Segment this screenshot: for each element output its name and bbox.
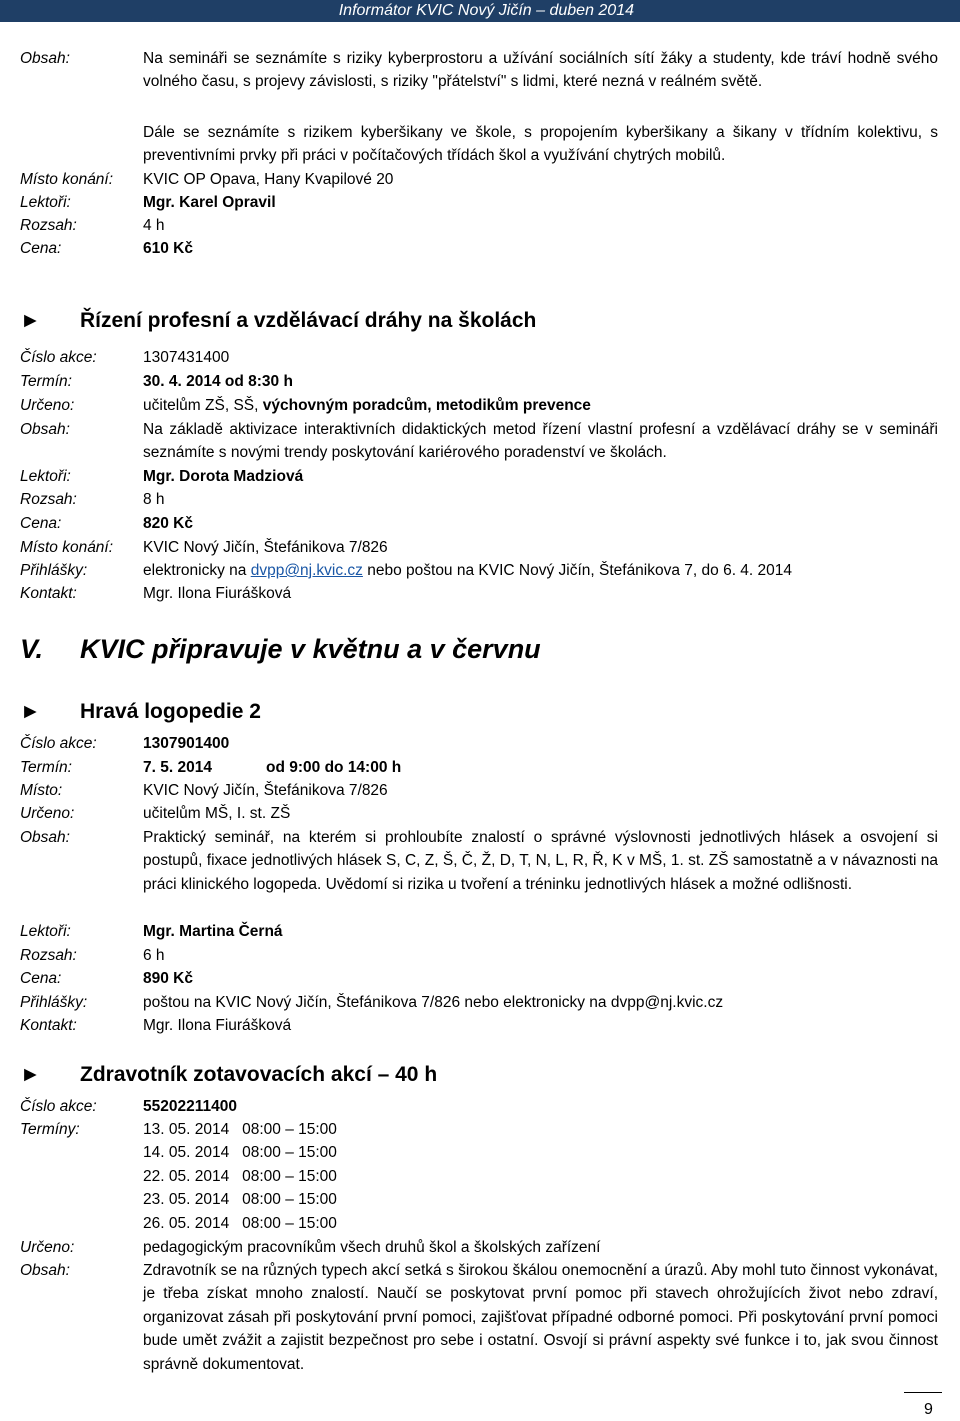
termin-item: 22. 05. 2014 08:00 – 15:00	[143, 1167, 337, 1185]
chapter-number: V.	[20, 634, 44, 664]
cena-label: Cena:	[20, 970, 62, 987]
prihlasky-value: poštou na KVIC Nový Jičín, Štefánikova 7/826 nebo elektronicky na dvpp@nj.kvic.cz	[143, 994, 724, 1011]
obsah-text-2: Dále se seznámíte s rizikem kyberšikany ve škole, s propojením kyberšikany a šikany v třídním kolektivu, s preventivními prvky při práci v počítačových třídách škol a využívání chytrých mobilů.	[143, 124, 938, 165]
arrow-icon: ►	[20, 700, 41, 723]
prihlasky-text: elektronicky na	[143, 562, 251, 579]
misto-label: Místo konání:	[20, 171, 114, 188]
cena-label: Cena:	[20, 515, 62, 532]
cena-label: Cena:	[20, 240, 62, 257]
header-title: Informátor KVIC Nový Jičín – duben 2014	[338, 2, 634, 19]
lektori-label: Lektoři:	[20, 468, 71, 485]
chapter-title: KVIC připravuje v květnu a v červnu	[80, 634, 541, 664]
rozsah-value: 8 h	[143, 491, 165, 508]
cislo-label: Číslo akce:	[20, 1098, 97, 1115]
obsah-label: Obsah:	[20, 421, 70, 438]
termin-item: 26. 05. 2014 08:00 – 15:00	[143, 1214, 337, 1232]
urceno-value	[143, 394, 938, 417]
obsah-text: Na základě aktivizace interaktivních didaktických metod řízení vlastní profesní a vzdělávací dráhy se v semináři seznámíte s novými trendy poskytování kariérového poradenství ve školách.	[143, 421, 938, 462]
lektori-value: Mgr. Dorota Madziová	[143, 468, 304, 485]
prihlasky-label: Přihlášky:	[20, 994, 88, 1011]
lektori-label: Lektoři:	[20, 194, 71, 211]
obsah-text: Zdravotník se na různých typech akcí setká s širokou škálou onemocnění a úrazů. Aby mohl tuto činnost vykonávat, je třeba získat mnoho znalostí. Naučí se poskytovat první pomoc při stavech ohrožujících život nebo zdraví, organizovat zásah při poskytování první pomoci, zajišťovat případné odborné pomoci. Při poskytování první pomoci bude umět zvážit a zajistit bezpečnost pro sebe i ostatní. Osvojí si právní aspekty své funkce i to, jak svou činnost správně dokumentovat.	[143, 1262, 938, 1373]
cena-value: 820 Kč	[143, 515, 193, 532]
course-title: Zdravotník zotavovacích akcí – 40 h	[80, 1063, 438, 1086]
obsah-label: Obsah:	[20, 829, 70, 846]
page-header-bar	[0, 0, 960, 22]
rozsah-label: Rozsah:	[20, 491, 77, 508]
terminy-row	[20, 1118, 938, 1238]
terminy-label: Termíny:	[20, 1121, 80, 1138]
termin-label: Termín:	[20, 759, 72, 776]
termin-item: 13. 05. 2014 08:00 – 15:00	[143, 1121, 337, 1138]
obsah-row	[20, 418, 938, 466]
obsah-label: Obsah:	[20, 1262, 70, 1279]
arrow-icon: ►	[20, 309, 41, 332]
misto-value: KVIC Nový Jičín, Štefánikova 7/826	[143, 782, 388, 799]
footer-divider	[904, 1392, 942, 1393]
lektori-value: Mgr. Karel Opravil	[143, 194, 276, 211]
termin-value: 30. 4. 2014 od 8:30 h	[143, 373, 293, 390]
prihlasky-label: Přihlášky:	[20, 562, 88, 579]
obsah-label: Obsah:	[20, 50, 70, 67]
obsah-row-2	[20, 121, 938, 169]
rozsah-label: Rozsah:	[20, 947, 77, 964]
obsah-text: Na semináři se seznámíte s riziky kyberprostoru a užívání sociálních sítí žáky a studenty, kde tráví hodně svého volného času, s projevy závislosti, s riziky "přátelství" s lidmi, které nezná v reálném světě.	[143, 50, 938, 91]
terminy-list	[143, 1118, 938, 1235]
prihlasky-value	[143, 559, 938, 582]
urceno-label: Určeno:	[20, 397, 75, 414]
cislo-label: Číslo akce:	[20, 349, 97, 366]
kontakt-label: Kontakt:	[20, 1017, 77, 1034]
lektori-value: Mgr. Martina Černá	[143, 923, 283, 940]
misto-value: KVIC Nový Jičín, Štefánikova 7/826	[143, 539, 388, 556]
urceno-bold-text: výchovným poradcům, metodikům prevence	[262, 397, 591, 414]
cislo-value: 1307901400	[143, 735, 230, 752]
kontakt-value: Mgr. Ilona Fiurášková	[143, 1017, 292, 1034]
urceno-label: Určeno:	[20, 805, 75, 822]
termin-value	[143, 756, 938, 779]
termin-item: 14. 05. 2014 08:00 – 15:00	[143, 1144, 337, 1162]
course-heading	[20, 307, 536, 335]
arrow-icon: ►	[20, 1063, 41, 1086]
termin-label: Termín:	[20, 373, 72, 390]
lektori-label: Lektoři:	[20, 923, 71, 940]
obsah-row	[20, 47, 938, 119]
termin-date: 7. 5. 2014	[143, 759, 212, 776]
obsah-text: Praktický seminář, na kterém si prohloubíte znalostí o správné výslovnosti jednotlivých hlásek a osvojení si postupů, fixace jednotlivých hlásek S, C, Z, Š, Č, Ž, D, T, N, L, R, Ř, K v MŠ, 1. st. ZŠ samostatně a v návaznosti na práci klinického logopeda. Uvědomí si rizika u tvoření a tréninku jednotlivých hlásek a možné odlišnosti.	[143, 829, 938, 893]
kontakt-label: Kontakt:	[20, 585, 77, 602]
rozsah-value: 6 h	[143, 947, 165, 964]
obsah-row	[20, 1259, 938, 1379]
email-link[interactable]: dvpp@nj.kvic.cz	[250, 562, 363, 579]
cena-value: 610 Kč	[143, 240, 193, 257]
termin-item: 23. 05. 2014 08:00 – 15:00	[143, 1191, 337, 1209]
rozsah-value: 4 h	[143, 217, 165, 234]
chapter-heading	[20, 632, 541, 666]
course-heading	[20, 1061, 437, 1089]
page-number: 9	[924, 1401, 933, 1418]
urceno-label: Určeno:	[20, 1239, 75, 1256]
misto-label: Místo:	[20, 782, 63, 799]
urceno-value: učitelům MŠ, I. st. ZŠ	[143, 805, 291, 822]
misto-value: KVIC OP Opava, Hany Kvapilové 20	[143, 171, 394, 188]
cislo-label: Číslo akce:	[20, 735, 97, 752]
misto-label: Místo konání:	[20, 539, 114, 556]
cislo-value: 1307431400	[143, 349, 230, 366]
course-title: Hravá logopedie 2	[80, 700, 261, 723]
cislo-value: 55202211400	[143, 1098, 237, 1115]
course-title: Řízení profesní a vzdělávací dráhy na školách	[80, 309, 537, 332]
course-heading	[20, 698, 261, 726]
kontakt-value: Mgr. Ilona Fiurášková	[143, 585, 292, 602]
termin-time: od 9:00 do 14:00 h	[266, 759, 402, 776]
rozsah-label: Rozsah:	[20, 217, 77, 234]
obsah-row	[20, 826, 938, 922]
prihlasky-text-2: nebo poštou na KVIC Nový Jičín, Štefánikova 7, do 6. 4. 2014	[362, 562, 793, 579]
cena-value: 890 Kč	[143, 970, 193, 987]
urceno-text: učitelům ZŠ, SŠ,	[143, 397, 263, 414]
urceno-value: pedagogickým pracovníkům všech druhů škol a školských zařízení	[143, 1239, 601, 1256]
